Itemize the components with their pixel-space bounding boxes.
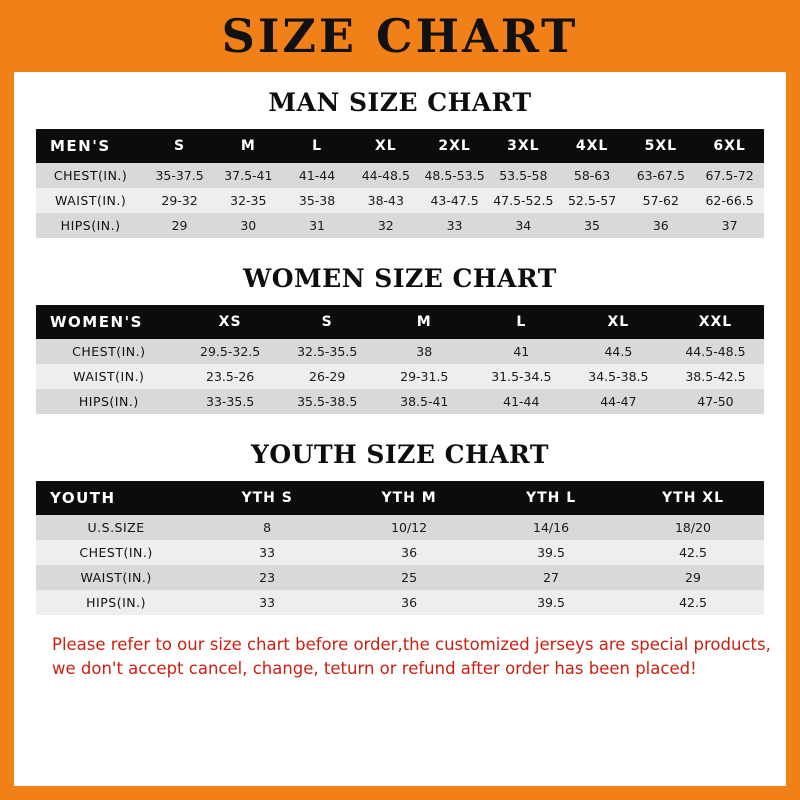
table-cell: 23 — [196, 565, 338, 590]
table-cell: 58-63 — [558, 163, 627, 188]
row-header: U.S.SIZE — [36, 515, 196, 540]
row-header: CHEST(IN.) — [36, 540, 196, 565]
row-header: CHEST(IN.) — [36, 163, 145, 188]
column-header: WOMEN'S — [36, 305, 182, 339]
table-cell: 25 — [338, 565, 480, 590]
table-row — [36, 339, 764, 364]
table-row — [36, 188, 764, 213]
table-cell: 31.5-34.5 — [473, 364, 570, 389]
table-cell: 34 — [489, 213, 558, 238]
table-cell: 44-48.5 — [351, 163, 420, 188]
row-header: WAIST(IN.) — [36, 565, 196, 590]
order-notice — [52, 633, 771, 681]
table-cell: 27 — [480, 565, 622, 590]
section-title-man: MAN SIZE CHART — [268, 88, 532, 117]
column-header: S — [279, 305, 376, 339]
table-cell: 38.5-42.5 — [667, 364, 764, 389]
column-header: MEN'S — [36, 129, 145, 163]
table-row — [36, 364, 764, 389]
youth-size-table — [36, 481, 764, 615]
table-cell: 44.5-48.5 — [667, 339, 764, 364]
column-header: XXL — [667, 305, 764, 339]
table-cell: 29-32 — [145, 188, 214, 213]
table-cell: 37.5-41 — [214, 163, 283, 188]
row-header: HIPS(IN.) — [36, 590, 196, 615]
table-cell: 35 — [558, 213, 627, 238]
table-cell: 14/16 — [480, 515, 622, 540]
table-cell: 26-29 — [279, 364, 376, 389]
column-header: M — [376, 305, 473, 339]
table-cell: 44-47 — [570, 389, 667, 414]
table-cell: 33 — [420, 213, 489, 238]
column-header: 2XL — [420, 129, 489, 163]
table-cell: 38-43 — [351, 188, 420, 213]
table-cell: 57-62 — [626, 188, 695, 213]
column-header: L — [283, 129, 352, 163]
table-cell: 31 — [283, 213, 352, 238]
column-header: YTH S — [196, 481, 338, 515]
women-size-table — [36, 305, 764, 414]
section-youth-size-chart — [36, 440, 764, 615]
column-header: 5XL — [626, 129, 695, 163]
table-cell: 33-35.5 — [182, 389, 279, 414]
column-header: XL — [351, 129, 420, 163]
table-header-row — [36, 305, 764, 339]
row-header: CHEST(IN.) — [36, 339, 182, 364]
column-header: XS — [182, 305, 279, 339]
section-women-size-chart — [36, 264, 764, 414]
section-title-youth: YOUTH SIZE CHART — [251, 440, 549, 469]
table-cell: 53.5-58 — [489, 163, 558, 188]
table-cell: 62-66.5 — [695, 188, 764, 213]
table-row — [36, 515, 764, 540]
column-header: YOUTH — [36, 481, 196, 515]
column-header: XL — [570, 305, 667, 339]
table-cell: 32-35 — [214, 188, 283, 213]
table-cell: 47-50 — [667, 389, 764, 414]
column-header: YTH XL — [622, 481, 764, 515]
table-cell: 41-44 — [473, 389, 570, 414]
column-header: YTH L — [480, 481, 622, 515]
row-header: HIPS(IN.) — [36, 389, 182, 414]
table-cell: 29 — [145, 213, 214, 238]
banner — [14, 0, 786, 72]
row-header: WAIST(IN.) — [36, 364, 182, 389]
section-title-women: WOMEN SIZE CHART — [243, 264, 557, 293]
row-header: WAIST(IN.) — [36, 188, 145, 213]
table-cell: 8 — [196, 515, 338, 540]
column-header: 3XL — [489, 129, 558, 163]
table-cell: 42.5 — [622, 540, 764, 565]
notice-line-1: Please refer to our size chart before order,the customized jerseys are special products, — [52, 635, 771, 654]
table-cell: 52.5-57 — [558, 188, 627, 213]
table-cell: 38.5-41 — [376, 389, 473, 414]
section-man-size-chart — [36, 88, 764, 238]
table-row — [36, 590, 764, 615]
table-cell: 32.5-35.5 — [279, 339, 376, 364]
row-header: HIPS(IN.) — [36, 213, 145, 238]
table-cell: 36 — [626, 213, 695, 238]
table-row — [36, 213, 764, 238]
table-cell: 35-37.5 — [145, 163, 214, 188]
column-header: YTH M — [338, 481, 480, 515]
table-cell: 67.5-72 — [695, 163, 764, 188]
table-cell: 10/12 — [338, 515, 480, 540]
notice-line-2: we don't accept cancel, change, teturn or refund after order has been placed! — [52, 658, 697, 678]
table-cell: 47.5-52.5 — [489, 188, 558, 213]
table-cell: 34.5-38.5 — [570, 364, 667, 389]
table-cell: 18/20 — [622, 515, 764, 540]
table-cell: 23.5-26 — [182, 364, 279, 389]
table-cell: 32 — [351, 213, 420, 238]
table-cell: 30 — [214, 213, 283, 238]
page-title: SIZE CHART — [221, 9, 579, 63]
table-cell: 42.5 — [622, 590, 764, 615]
table-cell: 29 — [622, 565, 764, 590]
table-cell: 39.5 — [480, 540, 622, 565]
men-size-table — [36, 129, 764, 238]
column-header: 4XL — [558, 129, 627, 163]
table-cell: 33 — [196, 590, 338, 615]
table-cell: 29.5-32.5 — [182, 339, 279, 364]
table-cell: 36 — [338, 590, 480, 615]
table-cell: 48.5-53.5 — [420, 163, 489, 188]
table-cell: 39.5 — [480, 590, 622, 615]
column-header: L — [473, 305, 570, 339]
table-cell: 43-47.5 — [420, 188, 489, 213]
table-cell: 37 — [695, 213, 764, 238]
table-cell: 41-44 — [283, 163, 352, 188]
table-row — [36, 389, 764, 414]
table-cell: 38 — [376, 339, 473, 364]
table-cell: 35.5-38.5 — [279, 389, 376, 414]
table-cell: 35-38 — [283, 188, 352, 213]
table-row — [36, 540, 764, 565]
table-header-row — [36, 481, 764, 515]
column-header: M — [214, 129, 283, 163]
table-cell: 36 — [338, 540, 480, 565]
table-row — [36, 565, 764, 590]
column-header: S — [145, 129, 214, 163]
table-cell: 41 — [473, 339, 570, 364]
table-header-row — [36, 129, 764, 163]
bottom-accent-bar — [0, 786, 800, 800]
content — [14, 88, 786, 681]
table-cell: 33 — [196, 540, 338, 565]
column-header: 6XL — [695, 129, 764, 163]
table-row — [36, 163, 764, 188]
table-cell: 44.5 — [570, 339, 667, 364]
table-cell: 63-67.5 — [626, 163, 695, 188]
table-cell: 29-31.5 — [376, 364, 473, 389]
